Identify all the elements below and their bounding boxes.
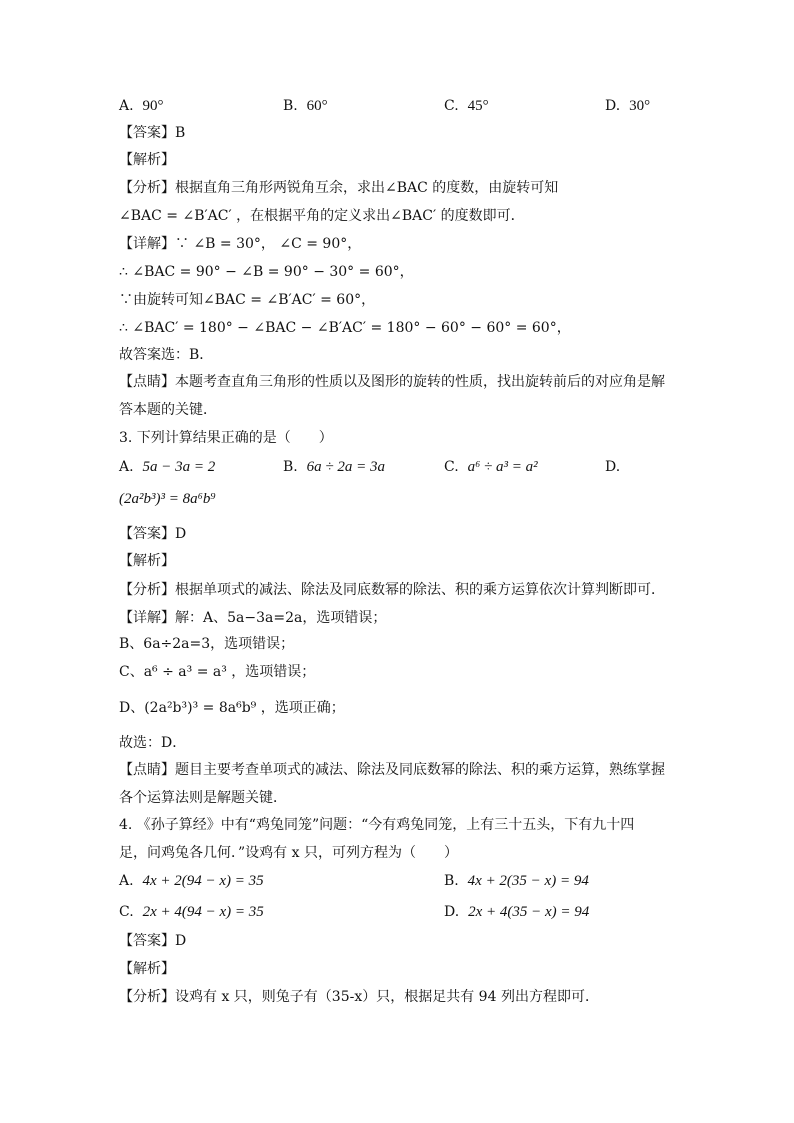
q3-option-c: [444, 457, 538, 477]
q3-comment-line1: 【点睛】题目主要考查单项式的减法、除法及同底数幂的除法、积的乘方运算，熟练掌握: [119, 762, 665, 778]
q4-stem-line2: 足，问鸡兔各几何．”设鸡有 x 只，可列方程为（ ）: [119, 845, 458, 861]
q3-analysis-heading: 【解析】: [119, 553, 175, 569]
q2-option-b: [283, 96, 328, 116]
q3-answer: 【答案】D: [119, 526, 187, 542]
q2-answer: 【答案】B: [119, 125, 186, 141]
option-value: 2x + 4(94 − x) = 35: [142, 904, 264, 920]
q2-comment-line1: 【点睛】本题考查直角三角形的性质以及图形的旋转的性质，找出旋转前后的对应角是解: [119, 374, 665, 390]
option-letter: D.: [444, 904, 460, 920]
option-letter: B.: [444, 873, 459, 889]
q3-option-d-value: [119, 489, 216, 509]
q2-detail-line2: ∴ ∠BAC = 90° − ∠B = 90° − 30° = 60°，: [119, 264, 414, 280]
option-value: (2a²b³)³ = 8a⁶b⁹: [119, 491, 216, 507]
option-letter: A.: [119, 98, 134, 114]
q2-detail-line1: 【详解】∵ ∠B = 30°， ∠C = 90°，: [119, 236, 362, 252]
q3-option-b: [283, 457, 385, 477]
option-letter: D.: [605, 459, 621, 475]
q3-option-d-letter: [605, 457, 620, 477]
q4-stem-line1: 4. 《孙子算经》中有“鸡兔同笼”问题：“今有鸡兔同笼，上有三十五头，下有九十四: [119, 817, 635, 833]
option-letter: C.: [444, 459, 459, 475]
q2-detail-line3: ∵由旋转可知∠BAC = ∠B′AC′ = 60°，: [119, 292, 376, 308]
option-value: 60°: [306, 98, 328, 114]
option-letter: B.: [283, 459, 298, 475]
option-letter: C.: [119, 904, 134, 920]
q3-detail-a: 【详解】解：A、5a−3a=2a，选项错误；: [119, 610, 387, 626]
q4-option-b: [444, 871, 589, 891]
q4-answer: 【答案】D: [119, 933, 187, 949]
option-letter: D.: [605, 98, 621, 114]
q3-option-a: [119, 457, 215, 477]
q4-option-c: [119, 902, 264, 922]
q2-comment-line2: 答本题的关键．: [119, 402, 217, 418]
q2-detail-line4: ∴ ∠BAC′ = 180° − ∠BAC − ∠B′AC′ = 180° − 60° − 60° = 60°，: [119, 320, 571, 336]
option-value: 90°: [142, 98, 164, 114]
q3-detail-d: D、(2a²b³)³ = 8a⁶b⁹ ，选项正确；: [119, 700, 345, 716]
q3-conclusion: 故选：D．: [119, 735, 187, 751]
option-value: 4x + 2(94 − x) = 35: [142, 873, 264, 889]
q2-analysis-line2: ∠BAC = ∠B′AC′ ，在根据平角的定义求出∠BAC′ 的度数即可．: [119, 208, 525, 224]
option-letter: A.: [119, 459, 134, 475]
option-letter: A.: [119, 873, 134, 889]
option-value: 6a ÷ 2a = 3a: [306, 459, 386, 475]
q2-option-a: [119, 96, 163, 116]
option-letter: B.: [283, 98, 298, 114]
q3-stem: 3. 下列计算结果正确的是（ ）: [119, 430, 333, 446]
option-value: 30°: [629, 98, 651, 114]
q4-option-d: [444, 902, 589, 922]
q2-analysis-heading: 【解析】: [119, 152, 175, 168]
q3-detail-c: C、a⁶ ÷ a³ = a³ ，选项错误；: [119, 664, 316, 680]
q3-comment-line2: 各个运算法则是解题关键．: [119, 790, 287, 806]
option-value: 4x + 2(35 − x) = 94: [467, 873, 589, 889]
q4-analysis: 【分析】设鸡有 x 只，则兔子有（35-x）只，根据足共有 94 列出方程即可．: [119, 989, 599, 1005]
option-value: 2x + 4(35 − x) = 94: [468, 904, 590, 920]
q2-analysis-line1: 【分析】根据直角三角形两锐角互余，求出∠BAC 的度数，由旋转可知: [119, 180, 559, 196]
q4-analysis-heading: 【解析】: [119, 961, 175, 977]
q3-detail-b: B、6a÷2a=3，选项错误；: [119, 636, 295, 652]
q3-analysis: 【分析】根据单项式的减法、除法及同底数幂的除法、积的乘方运算依次计算判断即可．: [119, 582, 665, 598]
q2-conclusion: 故答案选：B．: [119, 347, 214, 363]
option-value: 5a − 3a = 2: [142, 459, 216, 475]
q2-option-d: [605, 96, 650, 116]
option-value: a⁶ ÷ a³ = a²: [467, 459, 538, 475]
option-letter: C.: [444, 98, 459, 114]
option-value: 45°: [467, 98, 489, 114]
q2-option-c: [444, 96, 489, 116]
q4-option-a: [119, 871, 264, 891]
